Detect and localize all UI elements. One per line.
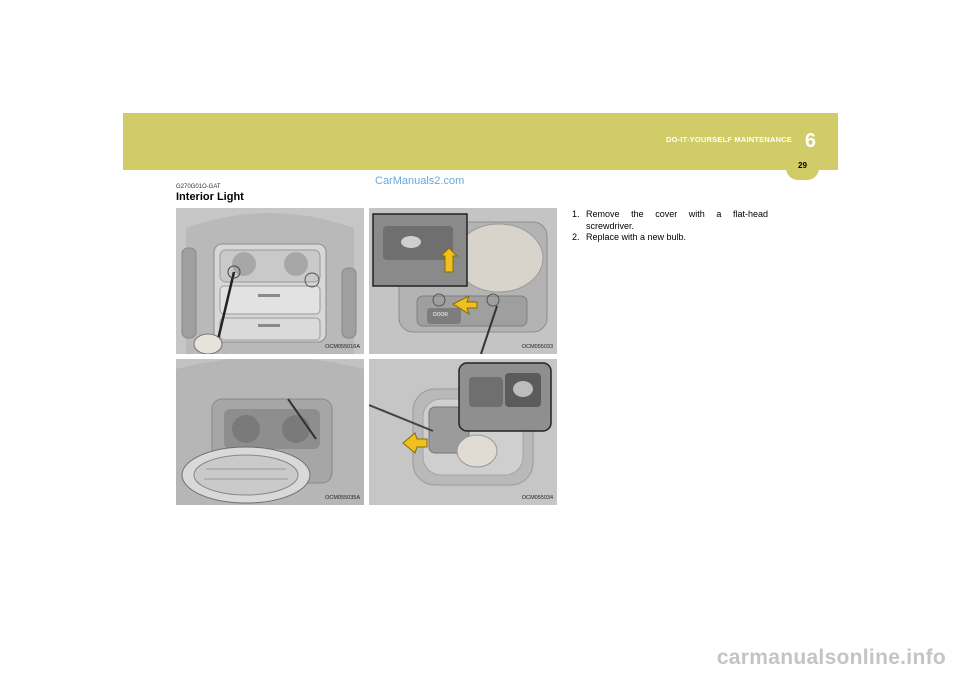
instruction-step	[572, 209, 768, 232]
room-lamp-illustration	[369, 208, 557, 354]
console-illustration	[176, 208, 364, 354]
step-number: 1.	[572, 209, 580, 219]
figure-room-lamp	[369, 208, 557, 354]
figure-label: OCM055034	[521, 495, 553, 501]
step-number: 2.	[572, 232, 580, 242]
watermark-bottom: carmanualsonline.info	[716, 646, 946, 669]
chapter-number: 6	[804, 130, 816, 152]
section-title: Interior Light	[176, 191, 244, 203]
step-text: Remove the cover with a flat-head screwdriver.	[586, 209, 768, 231]
watermark-link-top[interactable]: CarManuals2.com	[375, 175, 465, 187]
cover-removed-illustration	[176, 359, 364, 505]
lens-removal-illustration	[369, 359, 557, 505]
page-number-tab	[786, 153, 819, 180]
figure-label: OCM055035A	[325, 495, 360, 501]
figure-console-screwdriver	[176, 208, 364, 354]
page-number: 29	[798, 161, 807, 170]
chapter-header-band	[123, 113, 838, 170]
door-button-text: DOOR	[433, 312, 448, 318]
step-text: Replace with a new bulb.	[586, 232, 687, 242]
chapter-title: DO-IT-YOURSELF MAINTENANCE	[665, 135, 792, 144]
instruction-step	[572, 232, 768, 244]
figure-label: OCM055016A	[325, 344, 360, 350]
figure-label: OCM055033	[521, 344, 553, 350]
instruction-steps	[572, 209, 768, 244]
figure-lamp-lens-removal	[369, 359, 557, 505]
figure-console-cover-removed	[176, 359, 364, 505]
section-code: G270G01O-GAT	[176, 184, 221, 190]
